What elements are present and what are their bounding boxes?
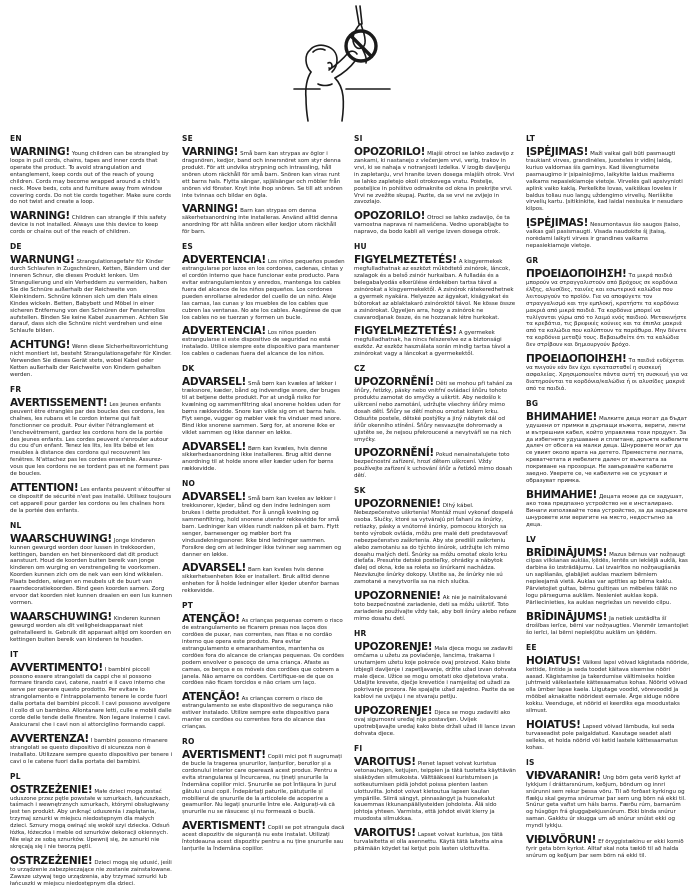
warning-body: Otroci se lahko zadavijo, če ta varnostna naprava ni nameščena. Vedno uporabljajte to napravo, da bodo kabli ali verige izven dosega otrok. — [354, 215, 510, 236]
warning-paragraph — [526, 412, 689, 485]
warning-body: Děti se mohou při tahání za šňůry, řetízky, pásky nebo vnitřní ovládací šňůru tohoto produktu zamotat do smyčky a uškrtit. Aby nedošlo k uškrcení nebo zamotání, udržujte všechny šňůry mimo dosah dětí. Šňůry se dětí mohou omotat kolem krku. Odsuňte postele, dětské postýlky a jiný nábytek dál od šňůr okenního stínění. Šňůry nesvazujte dohromady a ujistěte se, že nejsou překroucené a nevytváří se na nich smyčky. — [354, 381, 513, 443]
warning-body: Wenn diese Sicherheitsvorrichtung nicht montiert ist, besteht Strangulationsgefahr für Kinder. Verwenden Sie dieses Gerät stets, wobei Kabel oder Ketten außerhalb der Reichweite von Kindern gehalten werden. — [10, 344, 172, 378]
warning-body: Małe dzieci mogą zostać uduszone przez pętle powstałe w sznurkach, łańcuszkach, taśmach i wewnętrznych sznurkach, którymi obsługiwany jest ten produkt. Aby uniknąć uduszenia i zaplątania, trzymaj sznurki w miejscu niedostępnym dla małych dzieci. Sznury mogą owinąć się wokół szyi dziecka. Odsuń łóżka, łóżeczka i meble od sznurków dekoracji okiennych. Nie wiąż ze sobą sznurków. Upewnij się, że sznurki nie skręcają się i nie tworzą pętli. — [10, 788, 171, 850]
warning-headword: AVVERTIMENTO! — [10, 661, 103, 674]
warning-headword: HOIATUS! — [526, 654, 581, 667]
warning-body: Små børn kan kvæles af løkker i træksnore, kæder, bånd og indvendige snore, der bruges til at betjene dette produkt. For at undgå risiko for kvælning og sammenfiltring skal snorene holdes uden for børns rækkevidde. Snore kan vikle sig om et barns hals. Flyt senge, vugger og møbler væk fra vinduer med snore. Bind ikke snorene sammen. Sørg for, at snorene ikke er viklet sammen og ikke danner en løkke. — [182, 381, 342, 436]
language-section — [354, 744, 517, 853]
language-section — [526, 399, 689, 529]
warning-body: Mala djeca mogu se zadaviti omčama u užetu za povlačenje, lancima, trakama i unutarnjem užetu koje pokreće ovaj proizvod. Kako biste izbjegli davljenje i zapetljavanje, držite užad izvan dohvata male djece. Užice se mogu omotati oko djetetova vrata. Udaljite krevete, dječje krevetiće i namještaj od užadi za pokrivanje prozora. Ne spajajte užad zajedno. Pazite da se kablovi ne uvijaju i ne stvaraju petlju. — [354, 645, 517, 701]
warning-body: Τα μικρά παιδιά μπορούν να στραγγαλιστούν από βρόχους σε κορδόνια έλξης, αλυσίδες, ταινίες και εσωτερικά καλώδια που λειτουργούν το προϊόν. Για να αποφύγετε τον στραγγαλισμό και την εμπλοκή, κρατήστε τα κορδόνια μακριά από μικρά παιδιά. Τα κορδόνια μπορεί να τυλίγονται γύρω από το λαιμό ενός παιδιού. Μετακινήστε τα κρεβάτια, τις βρεφικές κούνιες και τα έπιπλα μακριά από τα καλώδια που καλύπτουν τα παράθυρα. Μην δένετε τα κορδόνια μεταξύ τους. Βεβαιωθείτε ότι τα καλώδια δεν στρίβουν και δημιουργούν βρόχο. — [526, 272, 687, 349]
warning-paragraph — [10, 255, 173, 335]
warning-body: I bambini piccoli possono essere strangolati da cappi che si possono formare tirando cavi, catene, nastri e il cavo interno che serve per operare questo prodotto. Per evitare lo strangolamento e l'intrappolamento tenere le corde fuori dalla portata dei bambini piccoli. I cavi possono avvolgere il collo di un bambino. Allontanare letti, culle e mobili dalle corde delle tende delle finestre. Non legare insieme i cavi. Assicurarsi che i cavi non si attorciglino formando cappi. — [10, 666, 172, 728]
warning-paragraph — [182, 692, 345, 731]
warning-paragraph — [182, 326, 345, 358]
warning-body: Ak nie je nainštalované toto bezpečnostné zariadenie, deti sa môžu uškrtiť. Toto zariadenie používajte vždy tak, aby boli šnúry alebo reťaze mimo dosahu detí. — [354, 595, 517, 622]
language-section — [10, 385, 173, 515]
warning-body: Dlhý kábel. Nebezpečenstvo uškrtenia! Montáž musí vykonať dospelá osoba. Slučky, ktoré sa vytvárajú pri ťahaní za šnúrky, retiazky, pásky a vnútorné šnúrky, pomocou ktorých sa tento výrobok ovláda, môžu pre malé deti predstavovať nebezpečenstvo zaškrtenia. Aby ste predišli zaškrteniu alebo zamotaniu sa do týchto šnúrok, udržujte ich mimo dosahu malých detí. Šnúrky sa môžu omotať okolo krku dieťaťa. Presuňte detské postieľky, ohrádky a nábytok ďalej od okna, kde sa roleta so šnúrkami nachádza. Nezväzujte šnúrky dokopy. Uistite sa, že šnúrky nie sú zamotané a nevytvorila sa na nich slučka. — [354, 503, 513, 586]
language-code: NL — [10, 520, 22, 530]
language-section — [10, 521, 173, 644]
warning-headword: HOIATUS! — [526, 719, 581, 732]
warning-paragraph — [10, 211, 173, 236]
warning-headword: OPOZORILO! — [354, 146, 426, 158]
warning-paragraph — [182, 147, 345, 199]
warning-headword: AVVERTENZA! — [10, 732, 89, 745]
warning-body: Mazus bērnus var nožņaugt cilpas vilkšanas auklās, ķēdēs, lentēs un iekšējā auklā, kas darbina šo izstrādājumu. Lai izvairītos no nožņaugšanās un sapīšanās, glabājiet auklas maziem bērniem nepieejamā vietā. Auklas var aptīties ap bērna kaklu. Pārvietojiet gultas, bērnu gultiņas un mēbeles tālāk no logu pārseguma auklām. Nesieniet auklas kopā. Pārliecinieties, ka auklas negriežas un neveido cilpu. — [526, 551, 688, 607]
warning-paragraph — [182, 442, 345, 474]
language-code: BG — [526, 398, 539, 408]
warning-paragraph — [182, 750, 345, 816]
warning-body: Малките деца могат да бъдат удушени от примки в дърпащи въжета, вериги, ленти и вътрешния кабел, който управлява този продукт. За да избегнете удушаване и сплитане, дръжте кабелите далеч от обсега на малки деца. Шнуровете могат да се увият около врата на детето. Преместете леглата, креватчетата и мебелите далеч от въжетата за покриване на прозорци. Не завързвайте кабелите заедно. Уверете се, че кабелите не се усукват и образуват примка. — [526, 415, 689, 485]
warning-headword: ADVERTENCIA! — [182, 325, 266, 338]
warning-paragraph — [526, 490, 689, 529]
language-code: FR — [10, 384, 22, 394]
warning-headword: ATENÇÃO! — [182, 691, 240, 704]
language-section — [354, 629, 517, 738]
warning-headword: ADVARSEL! — [182, 491, 246, 504]
warning-paragraph — [354, 757, 517, 823]
warning-headword: BRĪDINĀJUMS! — [526, 610, 608, 623]
language-section — [354, 364, 517, 480]
warning-paragraph — [526, 771, 689, 830]
language-section — [182, 737, 345, 853]
warning-headword: WAARSCHUWING! — [10, 532, 112, 545]
warning-paragraph — [354, 499, 517, 586]
language-code: CZ — [354, 364, 366, 374]
warning-body: Los niños pequeños pueden estrangularse por lazos en los cordones, cadenas, cintas y el cordón interno que hace funcionar este producto. Para evitar estrangulamientos y enredos, mantenga los cables fuera del alcance de los niños pequeños. Los cordones pueden enrollarse alrededor del cuello de un niño. Aleje las camas, las cunas y los muebles de los cables que cubren las ventanas. No ate los cables. Asegúrese de que los cables no se tuerzan y formen un bucle. — [182, 259, 345, 321]
warning-headword: ADVARSEL! — [182, 440, 246, 453]
warning-paragraph — [526, 720, 689, 752]
warning-headword: FIGYELMEZTETÉS! — [354, 254, 457, 267]
language-section — [526, 643, 689, 752]
warning-paragraph — [526, 218, 689, 250]
warning-paragraph — [182, 204, 345, 236]
warning-paragraph — [354, 828, 517, 853]
warning-headword: OSTRZEŻENIE! — [10, 783, 93, 796]
warning-paragraph — [526, 612, 689, 637]
warning-body: Djeca se mogu zadaviti ako ovaj sigurnosni uređaj nije postavljen. Uvijek upotrebljavajte uređaj kako biste držali užad ili lance izvan dohvata djece. — [354, 710, 516, 737]
warning-paragraph — [526, 656, 689, 715]
warning-headword: WARNING! — [10, 210, 70, 223]
language-code: LT — [526, 134, 536, 143]
language-section — [526, 535, 689, 637]
warning-headword: ВНИМАНИЕ! — [526, 488, 597, 501]
language-section — [10, 650, 173, 766]
language-code: EE — [526, 642, 537, 652]
language-code: IS — [526, 757, 535, 767]
warning-body: Τα παιδιά ενδέχεται να πνιγούν εάν δεν έχει εγκατασταθεί η συσκευή ασφαλείας. Χρησιμοποιείτε πάντα αυτή τη συσκευή για να διατηρούνται τα κορδόνια/καλώδια ή οι αλυσίδες μακριά από τα παιδιά. — [526, 358, 688, 392]
warning-headword: VIÐVARANIR! — [526, 769, 601, 782]
warning-body: Young children can be strangled by loops in pull cords, chains, tapes and inner cords that operate the product. To avoid strangulation and entanglement, keep cords out of the reach of young children. Cords may become wrapped around a child's neck. Move beds, cots and furniture away from window covering cords. Do not tie cords together. Make sure cords do not twist and create a loop. — [10, 151, 171, 206]
warning-body: Små barn kan strypas av öglor i dragsnören, kedjor, band och innersnöret som styr denna produkt. För att undvika strypning och intrassling, håll snören utom räckhåll för små barn. Snören kan viras runt ett barns hals. Flytta sängar, spjälsängar och möbler från snören vid fönster. Knyt inte ihop snören. Se till att snören inte tvinnas och bildar en ögla. — [182, 151, 343, 199]
language-code: PL — [10, 771, 21, 781]
warning-body: A gyermekek megfulladhatnak, ha nincs felszerelve ez a biztonsági eszköz. Az eszköz használata során mindig tartsa távol a zsinórokat vagy a láncokat a gyermekektől. — [354, 330, 511, 358]
warning-body: Pienet lapset voivat kuristua vetonauhojen, ketjujen, teippien ja tätä tuotetta käyttävän sisäköyden silmukoista. Välttääksesi kuristumisen ja sotkeutumisen pidä johdot poissa pienten lasten ulottuvilta. Johdot voivat kietoutua lapsen kaulan ympärille. Siirrä sängyt, pinnasängyt ja huonekalut kauemmas ikkunanpäällysteiden johdoista. Älä sido johtoja yhteen. Varmista, että johdot eivät kierry ja muodosta silmukkaa. — [354, 760, 516, 823]
warning-headword: UPOZORNĚNÍ! — [354, 447, 434, 460]
warning-paragraph — [526, 835, 689, 860]
warning-paragraph — [526, 147, 689, 213]
language-section — [526, 256, 689, 393]
language-code: HR — [354, 628, 367, 638]
warning-body: Mlajši otroci se lahko zadavijo z zankami, ki nastanejo z vlečenjem vrvi, verig, trakov in vrvi, ki se nahaja v notranjosti izdelka. V izogib davljenju in zapletanju, vrvi hranite izven dosega mlajših otrok. Vrvi se lahko zapletejo okoli otrokovega vratu. Postelje, posteljice in pohištvo odmaknite od okna in prekrijte vrvi. Vrvi ne zvežite skupaj. Pazite, da se vrvi ne zvijejo in zavozlajo. — [354, 151, 515, 206]
warning-headword: ΠΡΟΕΙΔΟΠΟΙΗΣΗ! — [526, 353, 627, 366]
language-section — [182, 364, 345, 473]
language-code: DE — [10, 242, 22, 252]
warning-body: Ja netiek uzstādīta šī drošības ierīce, bērni var nožņaugties. Vienmēr izmantojiet šo ierīci, lai bērni nepiekļūtu auklām un ķēdēm. — [526, 615, 689, 636]
warning-body: Lapsed võivad lämbuda, kui seda turvaseadist pole paigaldatud. Kasutage seadet alati selleks, et hoida nöörid või ketid lastele kättesaamatus kohas. — [526, 724, 678, 751]
language-code: DK — [182, 364, 195, 374]
warning-column — [10, 128, 173, 894]
warning-column — [182, 128, 345, 859]
warning-headword: VARNING! — [182, 203, 239, 216]
language-code: HU — [354, 242, 367, 252]
warning-paragraph — [10, 734, 173, 766]
warning-headword: VARNING! — [182, 146, 239, 158]
language-section — [354, 134, 517, 236]
warning-paragraph — [10, 483, 173, 515]
warning-headword: UPOZORENJE! — [354, 640, 433, 653]
language-code: IT — [10, 649, 19, 659]
language-code: LV — [526, 534, 536, 544]
strangulation-hazard-illustration — [0, 0, 700, 126]
warning-paragraph — [354, 642, 517, 701]
warning-body: As crianças pequenas correm o risco de estrangulamento se ficarem presas nos laços dos cordões de puxar, nas correntes, nas fitas e no cordão interno que opera este produto. Para evitar estrangulamento e emaranhamentos, mantenha os cordões fora do alcance de crianças pequenas. Os cordões podem envolver o pescoço de uma criança. Afaste as camas, os berços e os móveis dos cordões que cobrem a janela. Não amarre os cordões. Certifique-se de que os cordões não ficam torcidos e não criam um laço. — [182, 618, 344, 687]
warning-headword: ĮSPĖJIMAS! — [526, 217, 589, 230]
warning-body: Barn kan kveles hvis denne sikkerhetsenheten ikke er installert. Bruk alltid denne enheten for å holde ledninger eller kjeder utenfor barnas rekkevidde. — [182, 567, 340, 595]
warning-body: Kinderen kunnen gewurgd worden als dit veiligheidsapparaat niet geïnstalleerd is. Gebruik dit apparaat altijd om koorden en kettingen buiten bereik van kinderen te houden. — [10, 615, 171, 643]
language-section — [526, 758, 689, 860]
warning-paragraph — [10, 534, 173, 607]
language-code: SE — [182, 134, 193, 143]
warning-paragraph — [526, 269, 689, 349]
language-code: ES — [182, 242, 193, 252]
warning-paragraph — [10, 663, 173, 729]
language-section — [526, 134, 689, 250]
warning-paragraph — [354, 211, 517, 236]
language-section — [10, 772, 173, 888]
warning-body: As crianças correm o risco de estrangulamento se este dispositivo de segurança não estiver instalado. Utilize sempre este dispositivo para manter os cordões ou correntes fora do alcance das crianças. — [182, 696, 333, 731]
language-section — [182, 242, 345, 358]
warning-paragraph — [354, 377, 517, 443]
language-section — [354, 242, 517, 358]
warning-headword: UPOZORNENIE! — [354, 498, 441, 511]
warning-headword: VAROITUS! — [354, 827, 416, 840]
language-code: SI — [354, 134, 363, 143]
warning-columns — [0, 126, 700, 894]
language-code: SK — [354, 486, 366, 496]
language-code: EN — [10, 134, 22, 143]
warning-paragraph — [10, 340, 173, 379]
warning-paragraph — [10, 856, 173, 888]
warning-paragraph — [10, 785, 173, 851]
warning-body: A kisgyermekek megfulladhatnak az eszközt működtető zsinórok, láncok, szalagok és a belső zsinór hurkaiban. A fulladás és a belegabalyodás elkerülése érdekében tartsa távol a zsinórokat a kisgyermekektől. A zsinórok rátekeredhetnek a gyermek nyakára. Helyezze az ágyakat, kiságyakat és bútorokat az ablaktakaró zsinóroktól távol. Ne kösse össze a zsinórokat. Ügyeljen arra, hogy a zsinórok ne csavarodjanak össze, és ne hozzanak létre hurkokat. — [354, 259, 516, 321]
prohibition-circle-slash-icon — [346, 31, 376, 61]
warning-body: Children can strangle if this safety device is not installed. Always use this device to keep cords or chains out of the reach of children. — [10, 215, 167, 236]
warning-headword: OPOZORILO! — [354, 210, 426, 223]
warning-paragraph — [182, 377, 345, 436]
warning-body: Små barn kan kveles av løkker i trekksnorer, kjeder, bånd og den indre ledningen som brukes i dette produktet. For å unngå kvelning og sammenfiltring, hold snorene utenfor rekkevidde for små barn. Ledninger kan vikles rundt nakken på et barn. Flytt senger, barnesenger og møbler bort fra vindusdekningssnorer. Ikke bind ledninger sammen. Forsikre deg om at ledninger ikke tvinner seg sammen og danner en løkke. — [182, 496, 342, 558]
warning-body: Børn kan kvæles, hvis denne sikkerhedsanordning ikke installeres. Brug altid denne anordning til at holde snore eller kæder uden for børns rækkevidde. — [182, 445, 334, 473]
language-code: RO — [182, 737, 195, 746]
warning-headword: ATTENTION! — [10, 482, 79, 495]
cord-lines — [356, 6, 362, 24]
language-section — [182, 134, 345, 236]
warning-body: I bambini possono rimanere strangolati se questo dispositivo di sicurezza non è installato. Utilizzare sempre questo dispositivo per tenere i cavi o le catene fuori dalla portata dei bambini. — [10, 737, 173, 765]
warning-headword: BRĪDINĀJUMS! — [526, 546, 608, 559]
warning-headword: ADVERTENCIA! — [182, 254, 266, 267]
warning-paragraph — [182, 614, 345, 687]
warning-headword: WARNING! — [10, 146, 70, 158]
language-code: GR — [526, 255, 539, 265]
warning-body: Copiii mici pot fi sugrumați de bucle la tragerea șnururilor, lanțurilor, benzilor și a cordonului interior care operează acest produs. Pentru a evita strangularea și încurcarea, nu țineți șnururile la îndemâna copiilor mici. Șnururile se pot înfășura în jurul gâtului unui copil. Îndepărtați paturile, pătuțurile și mobilierul de șnururile de la articolele de acoperire a geamurilor. Nu legați șnururile între ele. Asigurați-vă că șnururile nu se răsucesc și nu formează o buclă. — [182, 754, 342, 816]
language-code: NO — [182, 479, 196, 489]
warning-body: Copiii se pot strangula dacă acest dispozitiv de siguranță nu este instalat. Utilizați întotdeauna acest dispozitiv pentru a nu ține șnururile sau lanțurile la îndemâna copiilor. — [182, 825, 345, 853]
warning-headword: ΠΡΟΕΙΔΟΠΟΙΗΣΗ! — [526, 267, 627, 280]
warning-headword: ĮSPĖJIMAS! — [526, 146, 589, 158]
warning-headword: UPOZORNENIE! — [354, 590, 441, 603]
warning-body: Ef öryggistækinu er ekki komið fyrir geta börn kyrkst. Alltaf skal nota tækið til að halda snúrum og keðjum þar sem börn ná ekki til. — [526, 839, 684, 859]
warning-headword: OSTRZEŻENIE! — [10, 854, 93, 867]
warning-headword: UPOZORENJE! — [354, 705, 433, 718]
warning-body: Los niños pueden estrangularse si este dispositivo de seguridad no está instalado. Utilice siempre este dispositivo para mantener los cables o cadenas fuera del alcance de los niños. — [182, 330, 340, 358]
warning-headword: UPOZORNĚNÍ! — [354, 376, 434, 389]
warning-body: Nesumontavus šio saugos įtaiso, vaikas gali pasismaugti. Visada naudokite šį įtaisą, norėdami laikyti virves ir grandines vaikams nepasiekiamoje vietoje. — [526, 222, 681, 250]
warning-paragraph — [354, 448, 517, 480]
warning-body: Strangulationsgefahr für Kinder durch Schlaufen in Zugschnüren, Ketten, Bändern und der inneren Schnur, die dieses Produkt lenken. Um Strangulierung und ein Verheddern zu vermeiden, halten Sie die Schnüre außerhalb der Reichweite von Kleinkindern. Schnüre können sich um den Hals eines Kindes wickeln. Betten, Babybett und Möbel in einer sicheren Entfernung von den Schnüren der Fensterrollos aufstellen. Binden Sie keine Kabel zusammen. Achten Sie darauf, dass sich die Schnüre nicht verdrehen und eine Schlaufe bilden. — [10, 259, 171, 335]
warning-body: Lapset voivat kuristua, jos tätä turvalaitetta ei olla asennettu. Käytä tätä laitetta aina pitämään köydet tai ketjut pois lasten ulottuvilta. — [354, 832, 503, 853]
language-section — [354, 486, 517, 623]
warning-headword: VIÐLVÖRUN! — [526, 834, 597, 847]
warning-paragraph — [10, 398, 173, 478]
warning-headword: ADVARSEL! — [182, 376, 246, 389]
warning-body: Les enfants peuvent s'étouffer si ce dispositif de sécurité n'est pas installé. Utilisez toujours cet appareil pour garder les cordons ou les chaînes hors de la portée des enfants. — [10, 487, 172, 514]
warning-paragraph — [182, 492, 345, 558]
warning-body: Jonge kinderen kunnen gewurgd worden door lussen in trekkoorden, kettingen, banden en het binnenkoord dat dit product aanstuurt. Houd de koorden buiten bereik van jonge kinderen om wurging en verstrengeling te voorkomen. Koorden kunnen zich om de nek van een kind wikkelen. Plaats bedden, wiegen en meubels uit de buurt van raamdecoratiekoorden. Bind geen koorden samen. Zorg ervoor dat koorden niet kunnen draaien en een lus kunnen vormen. — [10, 537, 173, 607]
warning-body: Les jeunes enfants peuvent être étranglés par des boucles des cordons, les chaînes, les rubans et le cordon interne qui fait fonctionner ce produit. Pour éviter l'étranglement et l'enchevêtrement, gardez les cordons hors de la portée des jeunes enfants. Les cordes peuvent s'enrouler autour du cou d'un enfant. Tenez les lits, les lits bébé et les meubles à distance des cordons qui recouvrent les fenêtres. N'attachez pas les cordes ensemble. Assurez-vous que les cordons ne se tordent pas et ne forment pas de boucles. — [10, 401, 170, 478]
warning-paragraph — [10, 612, 173, 644]
warning-body: Väikesi lapsi võivad kägistada nööride, kettide, lintide ja seda toodet käitava sisemise nööri aasad. Kägistamise ja takerdumise vältimiseks hoidke juhtmeid väikelastele kättesaamatus kohas. Nöörid võivad olla ümber lapse kaela. Liigutage voodid, võrevoodid ja mööbel aknakatte nööridest eemale. Ärge siduge nööre kokku. Veenduge, et nöörid ei keerdiks ega moodustaks silmust. — [526, 659, 689, 715]
warning-headword: AVERTISMENT! — [182, 749, 266, 761]
warning-headword: VAROITUS! — [354, 755, 416, 768]
language-section — [182, 479, 345, 595]
warning-headword: ATENÇÃO! — [182, 613, 240, 626]
warning-body: Maži vaikai gali būti pasmaugti traukiant virves, grandinėles, juosteles ir vidinį laidą, kuriuo valdomas šis gaminys. Kad išvengtumėte pasmaugimo ir įsipainiojimo, laikykite laidus mažiems vaikams nepasiekiamoje vietoje. Virvelės gali apsivynioti aplink vaiko kaklą. Perkelkite lovas, vaikiškas loveles ir baldus toliau nuo langų uždengimo virvelių. Neriškite virvelių kartu. Įsitikinkite, kad laidai nesisuka ir nesudaro kilpos. — [526, 151, 683, 213]
warning-body: Ung börn geta verið kyrkt af lykkjum í dráttarsnúrum, keðjum, böndum og innri snúrunni sem rekur þessa vöru. Til að forðast kyrkingu og flækju skal geyma snúrurnar þar sem ung börn ná ekki til. Snúrur geta vafist um háls barns. Færðu rúm, barnarúm og húsgögn frá gluggaþekjusnúrum. Ekki binda snúrur saman. Gakktu úr skugga um að snúrur snúist ekki og myndi lykkju. — [526, 774, 686, 830]
warning-headword: WARNUNG! — [10, 254, 75, 267]
language-code: FI — [354, 743, 363, 753]
warning-paragraph — [526, 354, 689, 393]
warning-paragraph — [526, 548, 689, 607]
warning-headword: AVERTISSEMENT! — [10, 396, 108, 409]
warning-paragraph — [354, 706, 517, 738]
language-code: PT — [182, 601, 194, 611]
warning-paragraph — [354, 326, 517, 358]
child-reaching-cord-loop-icon — [280, 0, 455, 125]
warning-body: Dzieci mogą się udusić, jeśli to urządzenie zabezpieczające nie zostanie zainstalowane. Zawsze używaj tego urządzenia, aby trzymać sznurki lub łańcuszki w miejscu niedostępnym dla dzieci. — [10, 859, 172, 887]
warning-paragraph — [182, 821, 345, 853]
warning-headword: FIGYELMEZTETÉS! — [354, 325, 457, 338]
warning-body: Децата може да се задушат, ако това предпазно устройство не е инсталирано. Винаги използвайте това устройство, за да задържате шнуровете или веригите на място, недостъпно за деца. — [526, 493, 688, 528]
warning-paragraph — [10, 147, 173, 206]
warning-paragraph — [354, 591, 517, 623]
warning-paragraph — [354, 147, 517, 206]
language-section — [182, 601, 345, 731]
warning-headword: ACHTUNG! — [10, 339, 71, 352]
warning-headword: ВНИМАНИЕ! — [526, 410, 597, 423]
warning-headword: ADVARSEL! — [182, 562, 246, 575]
warning-paragraph — [182, 255, 345, 321]
warning-body: Pokud nenainstalujete toto bezpečnostní zařízení, hrozí dětem uškrcení. Vždy používejte zařízení k uchování šňůr a řetízků mimo dosah dětí. — [354, 452, 513, 480]
warning-headword: AVERTISMENT! — [182, 820, 266, 833]
warning-body: Barn kan strypas om denna säkerhetsanordning inte installeras. Använd alltid denna anordning för att hålla snören eller kedjor utom räckhåll för barn. — [182, 208, 338, 236]
warning-paragraph — [182, 563, 345, 595]
language-section — [10, 134, 173, 236]
warning-column — [526, 128, 689, 866]
warning-headword: WAARSCHUWING! — [10, 610, 112, 623]
language-section — [10, 242, 173, 379]
warning-paragraph — [354, 255, 517, 321]
warning-column — [354, 128, 517, 859]
